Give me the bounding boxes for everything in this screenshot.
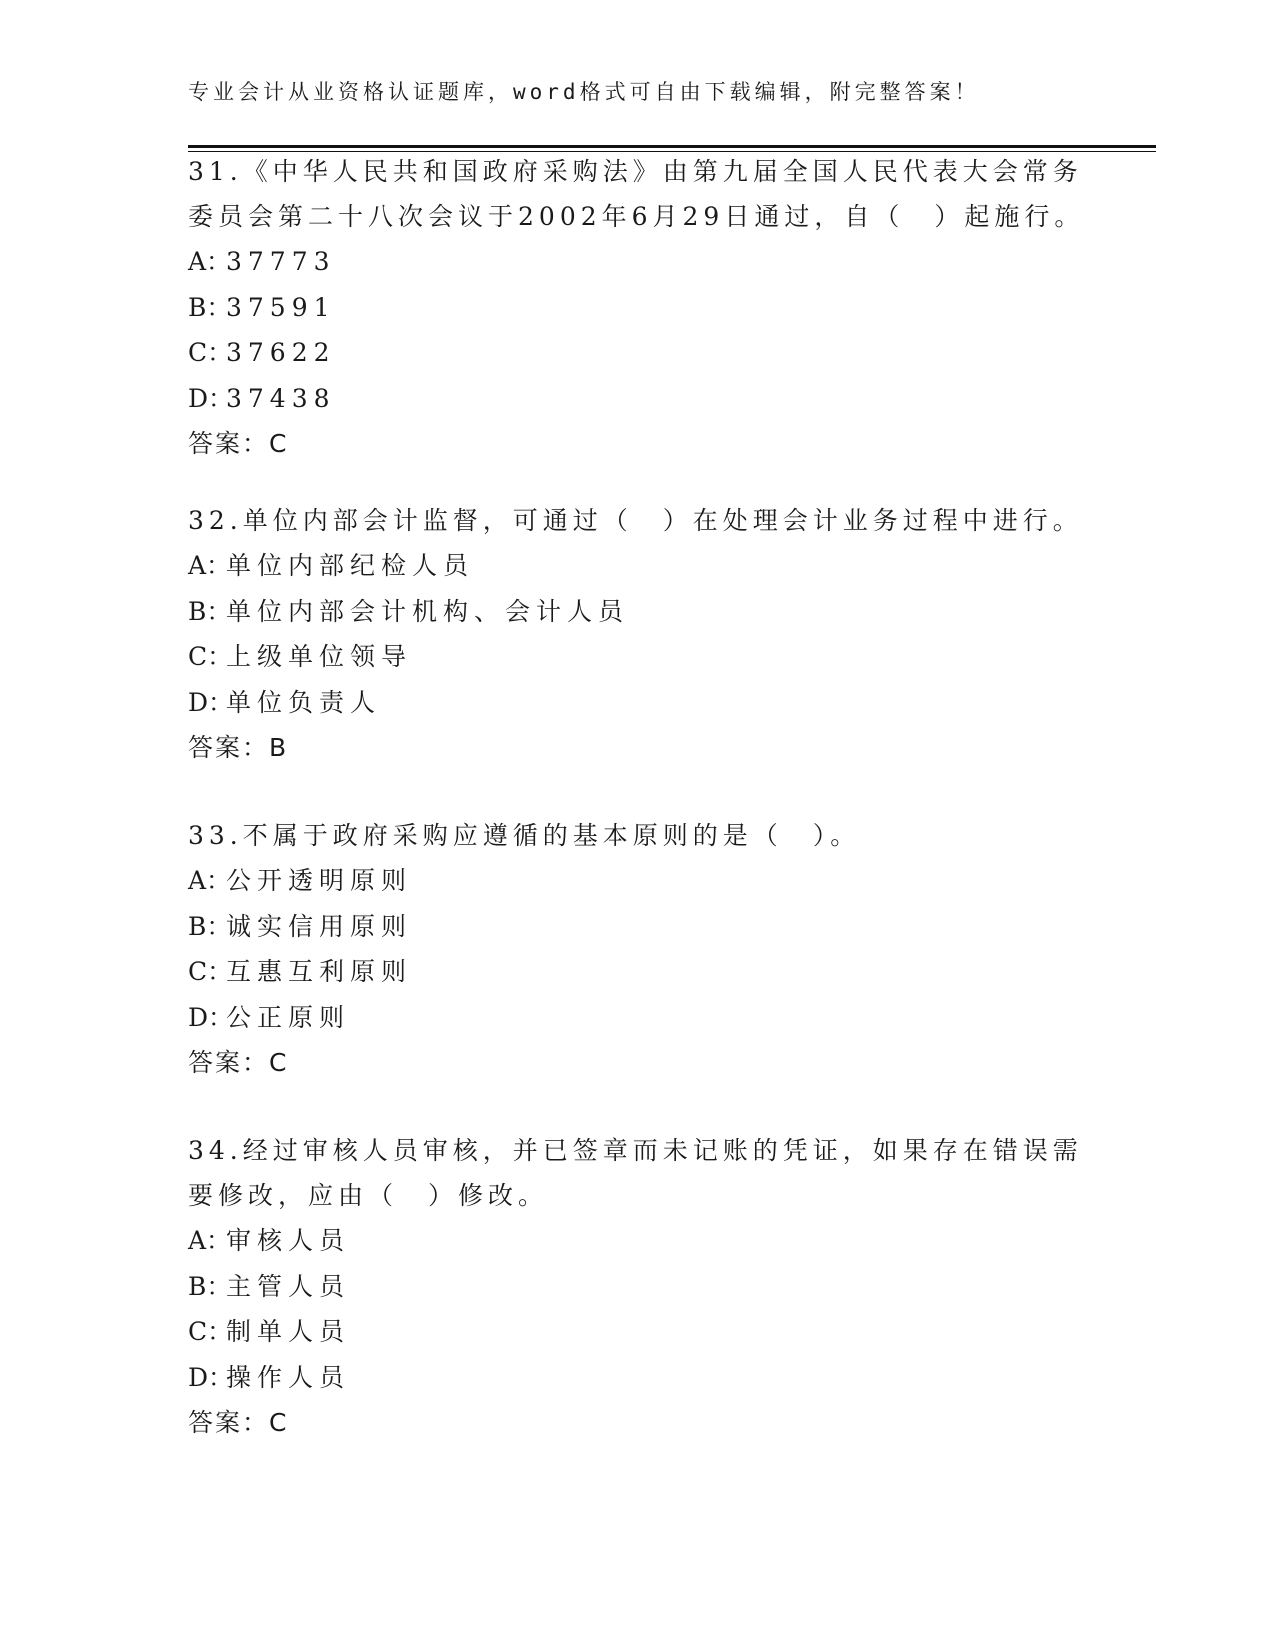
question-33 <box>188 813 1088 1085</box>
option-text: 操作人员 <box>226 1362 351 1392</box>
option-a <box>188 1218 1088 1264</box>
option-text: 公正原则 <box>226 1002 351 1032</box>
option-b <box>188 904 1088 950</box>
option-key: C： <box>188 642 233 671</box>
option-text: 互惠互利原则 <box>226 957 413 986</box>
answer: 答案：C <box>188 1408 289 1437</box>
option-key: C： <box>188 957 233 986</box>
option-c <box>188 1309 1088 1355</box>
option-text: 制单人员 <box>226 1317 351 1346</box>
answer: 答案：B <box>188 733 289 762</box>
option-d <box>188 995 1088 1041</box>
question-34 <box>188 1128 1088 1445</box>
option-key: C： <box>188 338 233 367</box>
option-key: B： <box>188 292 232 322</box>
option-key: A： <box>188 866 232 895</box>
option-text: 单位负责人 <box>226 687 382 717</box>
option-key: D： <box>188 1362 234 1392</box>
option-text: 37591 <box>226 292 336 322</box>
option-a <box>188 239 1088 285</box>
option-text: 审核人员 <box>226 1226 351 1255</box>
option-b <box>188 1264 1088 1310</box>
option-key: D： <box>188 383 234 413</box>
option-key: A： <box>188 551 232 580</box>
option-b <box>188 589 1088 635</box>
option-text: 37773 <box>226 247 336 276</box>
option-text: 公开透明原则 <box>226 866 413 895</box>
option-key: C： <box>188 1317 233 1346</box>
option-text: 上级单位领导 <box>226 642 413 671</box>
question-stem: 33.不属于政府采购应遵循的基本原则的是（ ）。 <box>188 821 861 850</box>
question-32 <box>188 498 1088 770</box>
option-key: D： <box>188 1002 234 1032</box>
option-key: A： <box>188 1226 232 1255</box>
option-key: D： <box>188 687 234 717</box>
option-a <box>188 858 1088 904</box>
option-text: 诚实信用原则 <box>226 911 413 941</box>
option-d <box>188 680 1088 726</box>
header-rule-thick <box>188 145 1156 148</box>
option-c <box>188 330 1088 376</box>
answer: 答案：C <box>188 429 289 458</box>
option-b <box>188 285 1088 331</box>
option-text: 主管人员 <box>226 1271 351 1301</box>
option-a <box>188 543 1088 589</box>
option-text: 单位内部会计机构、会计人员 <box>226 596 630 626</box>
option-key: B： <box>188 596 232 626</box>
option-c <box>188 634 1088 680</box>
question-31 <box>188 149 1088 466</box>
answer: 答案：C <box>188 1048 289 1077</box>
option-text: 37438 <box>226 383 336 413</box>
header-note: 专业会计从业资格认证题库，word格式可自由下载编辑，附完整答案！ <box>188 80 980 104</box>
option-text: 单位内部纪检人员 <box>226 551 475 580</box>
option-key: B： <box>188 911 232 941</box>
option-c <box>188 949 1088 995</box>
option-key: A： <box>188 247 232 276</box>
option-d <box>188 376 1088 422</box>
option-d <box>188 1355 1088 1401</box>
question-stem: 31.《中华人民共和国政府采购法》由第九届全国人民代表大会常务委员会第二十八次会议于2002年6月29日通过，自（ ）起施行。 <box>188 157 1085 231</box>
question-stem: 32.单位内部会计监督，可通过（ ）在处理会计业务过程中进行。 <box>188 506 1083 535</box>
question-stem: 34.经过审核人员审核，并已签章而未记账的凭证，如果存在错误需要修改，应由（ ）修改。 <box>188 1136 1083 1210</box>
option-text: 37622 <box>226 338 336 367</box>
option-key: B： <box>188 1271 232 1301</box>
